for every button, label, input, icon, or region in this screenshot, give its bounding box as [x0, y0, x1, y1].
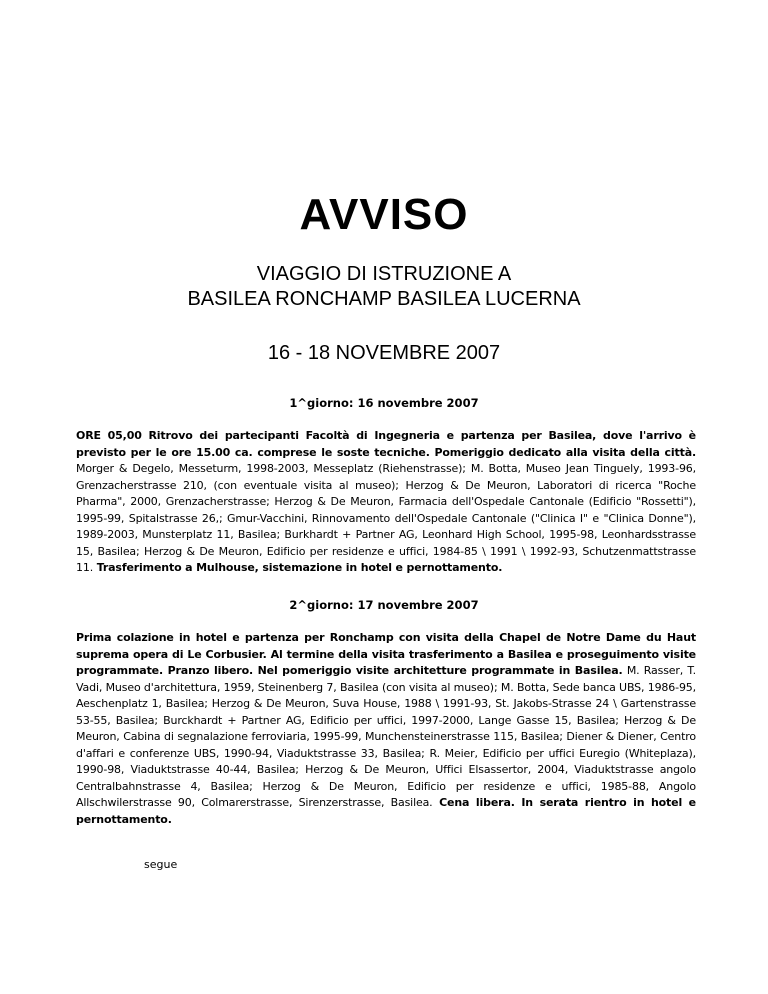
trip-subtitle — [0, 262, 768, 312]
day2-heading: 2^giorno: 17 novembre 2007 — [289, 598, 479, 612]
subtitle-line-1: VIAGGIO DI ISTRUZIONE A — [256, 263, 512, 285]
day2-paragraph — [76, 630, 696, 828]
day1-heading: 1^giorno: 16 novembre 2007 — [289, 396, 479, 410]
day2-closing: Cena libera. In serata rientro in hotel e pernottamento. — [76, 796, 696, 826]
trip-dates: 16 - 18 NOVEMBRE 2007 — [267, 342, 501, 364]
continues-label: segue — [144, 858, 178, 871]
day2-itinerary: M. Rasser, T. Vadi, Museo d'architettura, 1959, Steinenberg 7, Basilea (con visita al museo); M. Botta, Sede banca UBS, 1986-95, Aeschenplatz 1, Basilea; Herzog & De Meuron, Suva House, 1988 \ 1991-93, St. Jakobs-Strasse 24 \ Gartenstrasse 53-55, Basilea; Burckhardt + Partner AG, Edificio per uffici, 1997-2000, Lange Gasse 15, Basilea; Herzog & De Meuron, Cabina di segnalazione ferroviaria, 1995-99, Munchensteinerstrasse 115, Basilea; Diener & Diener, Centro d'affari e conferenze UBS, 1990-94, Viaduktstrasse 33, Basilea; R. Meier, Edificio per uffici Euregio (Whiteplaza), 1990-98, Viaduktstrasse 40-44, Basilea; Herzog & De Meuron, Uffici Elsassertor, 2004, Viaduktstrasse angolo Centralbahnstrasse 4, Basilea; Herzog & De Meuron, Edificio per residenze e uffici, 1985-88, Angolo Allschwilerstrasse 90, Colmarerstrasse, Sirenzerstrasse, Basilea. — [76, 664, 696, 809]
day1-itinerary: Morger & Degelo, Messeturm, 1998-2003, Messeplatz (Riehenstrasse); M. Botta, Museo Jean Tinguely, 1993-96, Grenzacherstrasse 210, (con eventuale visita al museo); Herzog & De Meuron, Laboratori di ricerca "Roche Pharma", 2000, Grenzacherstrasse; Herzog & De Meuron, Farmacia dell'Ospedale Cantonale (Edificio "Rossetti"), 1995-99, Spitalstrasse 26,; Gmur-Vacchini, Rinnovamento dell'Ospedale Cantonale ("Clinica I" e "Clinica Donne"), 1989-2003, Munsterplatz 11, Basilea; Burkhardt + Partner AG, Leonhard High School, 1995-98, Leonhardsstrasse 15, Basilea; Herzog & De Meuron, Edificio per residenze e uffici, 1984-85 \ 1991 \ 1992-93, Schutzenmattstrasse 11. — [76, 462, 696, 574]
day1-intro: ORE 05,00 Ritrovo dei partecipanti Facoltà di Ingegneria e partenza per Basilea, dove l'arrivo è previsto per le ore 15.00 ca. comprese le soste tecniche. Pomeriggio dedicato alla visita della città. — [76, 429, 696, 459]
day1-paragraph — [76, 428, 696, 577]
day2-chapel: Chapel de Notre Dame du Haut suprema opera di Le Corbusier. — [76, 631, 696, 661]
day2-intro: Prima colazione in hotel e partenza per Ronchamp con visita della — [76, 631, 500, 644]
day2-transfer: Al termine della visita trasferimento a Basilea e proseguimento visite programmate. Pranzo libero. Nel pomeriggio visite architetture programmate in Basilea. — [76, 647, 696, 677]
day1-closing: Trasferimento a Mulhouse, sistemazione in hotel e pernottamento. — [93, 561, 503, 574]
page-title: AVVISO — [299, 190, 469, 239]
subtitle-line-2: BASILEA RONCHAMP BASILEA LUCERNA — [187, 288, 581, 310]
